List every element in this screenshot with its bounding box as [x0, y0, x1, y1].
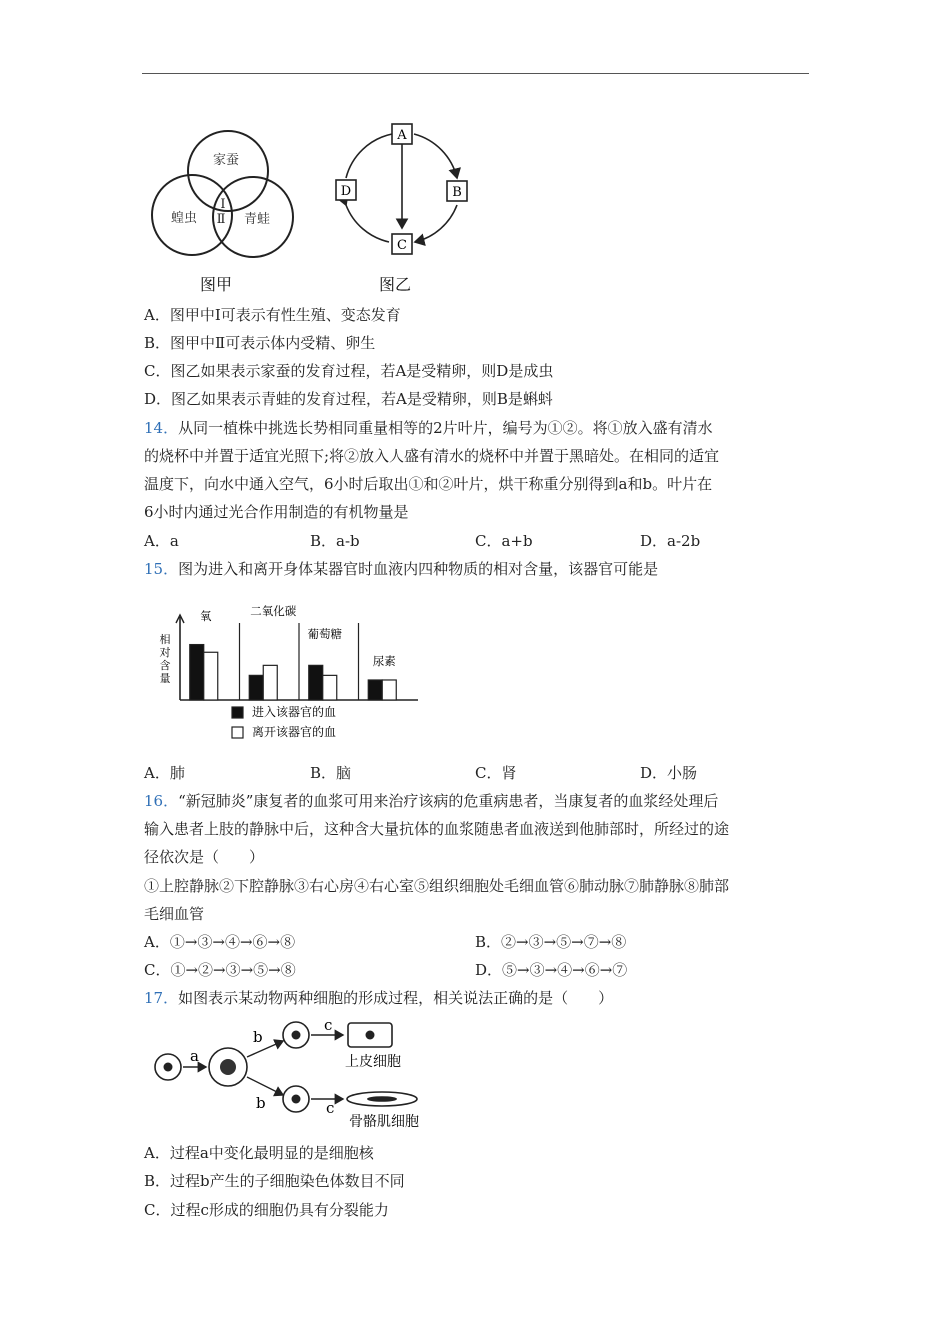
y-axis-label-char: 相: [159, 633, 171, 646]
q13-option-d: D．图乙如果表示青蛙的发育过程，若A是受精卵，则B是蝌蚪: [144, 390, 553, 408]
q15-bar-chart: [150, 598, 440, 750]
caption-yi: 图乙: [378, 275, 412, 294]
bar-leave: [382, 680, 396, 700]
q16-line-4: ①上腔静脉②下腔静脉③右心房④右心室⑤组织细胞处毛细血管⑥肺动脉⑦肺静脉⑧肺部: [144, 877, 730, 895]
arrow-c-top: c: [324, 1016, 333, 1034]
node-b: B: [452, 185, 462, 200]
q16-text-1: “新冠肺炎”康复者的血浆可用来治疗该病的危重病患者，当康复者的血浆经处理后: [178, 792, 719, 810]
q17-option-b: B．过程b产生的子细胞染色体数目不同: [144, 1172, 405, 1190]
q15-line: [144, 559, 658, 579]
q15-option-d: D．小肠: [640, 764, 698, 782]
legend-label: 离开该器官的血: [252, 725, 337, 739]
q16-option-a: A．①→③→④→⑥→⑧: [144, 933, 296, 951]
legend-label: 进入该器官的血: [252, 705, 337, 719]
label-locust: 蝗虫: [170, 211, 198, 226]
q16-line-1: [144, 791, 718, 811]
q14-option-d: D．a-2b: [640, 532, 701, 550]
q13-option-b: B．图甲中Ⅱ可表示体内受精、卵生: [144, 334, 376, 352]
bar-enter: [190, 645, 204, 700]
q15-option-c: C．肾: [475, 764, 517, 782]
label-epithelial: 上皮细胞: [345, 1054, 401, 1070]
q14-line-4: 6小时内通过光合作用制造的有机物量是: [144, 503, 409, 521]
q14-line-1: [144, 418, 713, 438]
mark-one: Ⅰ: [220, 197, 226, 212]
bar-enter: [368, 680, 382, 700]
q15-text: 图为进入和离开身体某器官时血液内四种物质的相对含量，该器官可能是: [178, 560, 659, 578]
q15-option-a: A．肺: [144, 764, 185, 782]
bar-leave: [323, 675, 337, 700]
q16-line-5: 毛细血管: [144, 905, 205, 923]
q17-cell-diagram: [148, 1015, 448, 1135]
node-c: C: [397, 238, 407, 253]
label-frog: 青蛙: [243, 212, 271, 227]
q14-option-b: B．a-b: [310, 532, 360, 550]
category-label: 尿素: [372, 654, 396, 668]
category-label: 葡萄糖: [307, 627, 342, 641]
y-axis-label-char: 对: [159, 646, 171, 659]
q16-option-d: D．⑤→③→④→⑥→⑦: [475, 961, 628, 979]
y-axis-label-char: 量: [159, 672, 171, 685]
mark-two: Ⅱ: [216, 212, 226, 227]
q13-option-c: C．图乙如果表示家蚕的发育过程，若A是受精卵，则D是成虫: [144, 362, 554, 380]
q17-option-a: A．过程a中变化最明显的是细胞核: [144, 1144, 374, 1162]
caption-jia: 图甲: [199, 275, 233, 294]
bar-enter: [309, 665, 323, 700]
q14-number: 14．: [144, 419, 179, 437]
q15-option-b: B．脑: [310, 764, 352, 782]
q16-line-3: 径依次是（ ）: [144, 848, 265, 866]
q14-line-3: 温度下，向水中通入空气，6小时后取出①和②叶片，烘干称重分别得到a和b。叶片在: [144, 475, 713, 493]
fig-yi-cycle: [325, 118, 480, 298]
arrow-a: a: [190, 1047, 199, 1065]
arrow-c-bottom: c: [326, 1099, 335, 1117]
q16-number: 16．: [144, 792, 179, 810]
q14-text-1: 从同一植株中挑选长势相同重量相等的2片叶片，编号为①②。将①放入盛有清水: [178, 419, 713, 437]
header-rule: [142, 73, 809, 74]
q14-option-c: C．a+b: [475, 532, 533, 550]
node-d: D: [340, 184, 352, 199]
q17-number: 17．: [144, 989, 179, 1007]
arrow-b-top: b: [253, 1028, 263, 1046]
y-axis-label-char: 含: [159, 659, 171, 672]
q16-option-b: B．②→③→⑤→⑦→⑧: [475, 933, 627, 951]
category-label: 二氧化碳: [250, 604, 297, 618]
q17-line: [144, 988, 613, 1008]
node-a: A: [397, 128, 407, 143]
q13-option-a: A．图甲中Ⅰ可表示有性生殖、变态发育: [144, 306, 401, 324]
q15-number: 15．: [144, 560, 179, 578]
q16-line-2: 输入患者上肢的静脉中后，这种含大量抗体的血浆随患者血液送到他肺部时，所经过的途: [144, 820, 730, 838]
bar-leave: [263, 665, 277, 700]
label-muscle: 骨骼肌细胞: [349, 1114, 419, 1130]
category-label: 氧: [200, 609, 212, 623]
q14-line-2: 的烧杯中并置于适宜光照下;将②放入人盛有清水的烧杯中并置于黑暗处。在相同的适宜: [144, 447, 720, 465]
q17-text: 如图表示某动物两种细胞的形成过程，相关说法正确的是（ ）: [178, 989, 614, 1007]
q17-option-c: C．过程c形成的细胞仍具有分裂能力: [144, 1201, 389, 1219]
fig-jia-venn: [140, 118, 310, 298]
label-silkworm: 家蚕: [212, 153, 240, 168]
q16-option-c: C．①→②→③→⑤→⑧: [144, 961, 296, 979]
legend-swatch: [232, 707, 243, 718]
legend-swatch: [232, 727, 243, 738]
arrow-b-bottom: b: [256, 1094, 266, 1112]
bar-leave: [204, 652, 218, 700]
bar-enter: [249, 675, 263, 700]
q14-option-a: A．a: [144, 532, 179, 550]
